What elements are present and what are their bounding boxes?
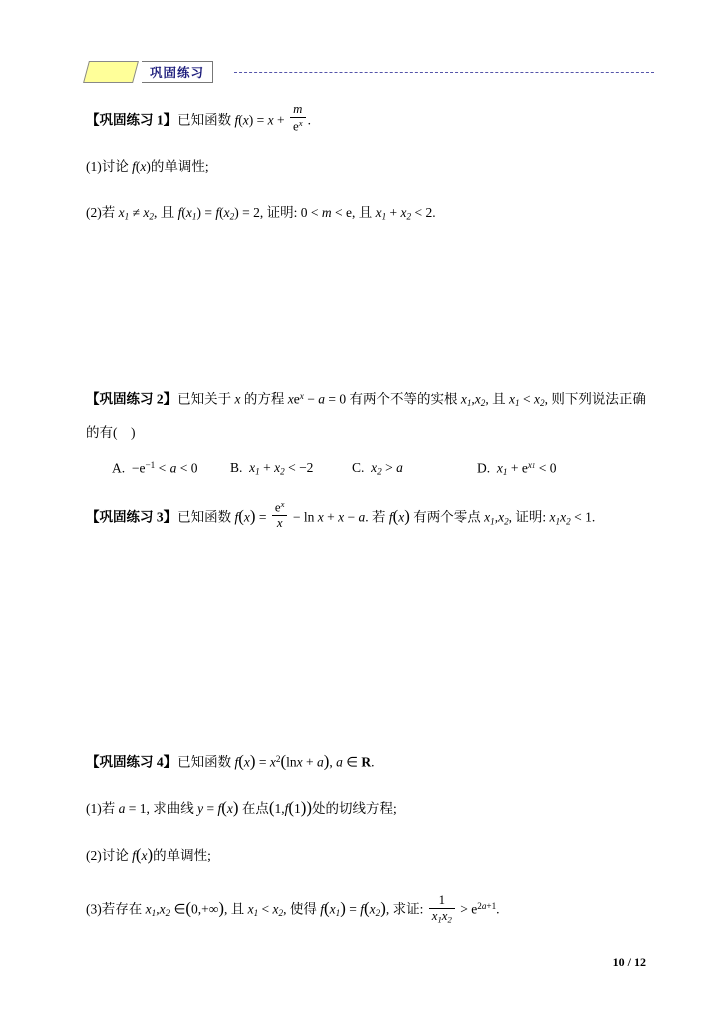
exercise-3-stem: 【巩固练习 3】已知函数 f(x) = $\frac{e^x}{x}$ − ln x + x − a. 若 f(x) 有两个零点 $x_1,x_2$, 证明: $x_1x_2 < 1$.	[86, 498, 596, 531]
exercise-4	[86, 744, 646, 929]
page-number: 10 / 12	[612, 955, 646, 969]
exercise-2-label: 【巩固练习 2】	[86, 391, 178, 407]
section-banner	[86, 55, 646, 89]
exercise-3	[86, 500, 646, 536]
work-space-2	[86, 536, 646, 646]
exercise-4-part-2: (2)讨论 f(x)的单调性;	[86, 845, 211, 865]
exercise-2	[86, 381, 646, 477]
banner-divider	[234, 72, 654, 73]
banner-swatch-icon	[83, 61, 139, 83]
option-a: A. $-e^{-1} < a < 0$	[112, 460, 198, 476]
option-c: C. $x_2 > a$	[352, 460, 403, 477]
exercise-2-stem: 【巩固练习 2】已知关于 x 的方程 $xe^x - a = 0$ 有两个不等的实根 $x_1,x_2$, 且 $x_1 < x_2$, 则下列说法正确的有( )	[86, 391, 646, 441]
section-banner-tag	[86, 61, 213, 83]
work-space-2b	[86, 646, 646, 730]
page-content	[86, 55, 646, 929]
exercise-1-label: 【巩固练习 1】	[86, 112, 178, 128]
option-b: B. $x_1 + x_2 < -2$	[230, 460, 314, 477]
work-space-1	[86, 231, 646, 341]
exercise-4-part-3: (3)若存在 $x_1,x_2$ ∈(0,+∞), 且 $x_1 < x_2$, 使得 $f(x_1) = f(x_2)$, 求证: $\frac{1}{x_1x_2}$ > $e^{2a+1}$.	[86, 892, 500, 925]
exercise-1-part-2: (2)若 $x_1 \ne x_2$, 且 $f(x_1) = f(x_2) = 2$, 证明: 0 < m < e, 且 $x_1 + x_2 < 2$.	[86, 204, 436, 222]
exercise-4-stem: 【巩固练习 4】已知函数 $f(x) = x^2(\ln x + a)$, a ∈ R.	[86, 751, 375, 771]
exercise-1	[86, 103, 646, 231]
exercise-1-stem: 【巩固练习 1】已知函数 f(x) = x + $\frac{m}{e^x}$ .	[86, 102, 311, 134]
section-banner-label: 巩固练习	[142, 61, 213, 83]
exercise-4-part-1: (1)若 a = 1, 求曲线 y = f(x) 在点(1,f(1))处的切线方程;	[86, 798, 397, 818]
work-space-1b	[86, 341, 646, 367]
exercise-2-options	[86, 460, 646, 477]
exercise-1-part-1: (1)讨论 f(x)的单调性;	[86, 158, 209, 174]
exercise-3-label: 【巩固练习 3】	[86, 509, 178, 525]
exercise-4-label: 【巩固练习 4】	[86, 754, 178, 770]
option-d: D. $x_1 + e^{x1} < 0$	[477, 460, 557, 478]
